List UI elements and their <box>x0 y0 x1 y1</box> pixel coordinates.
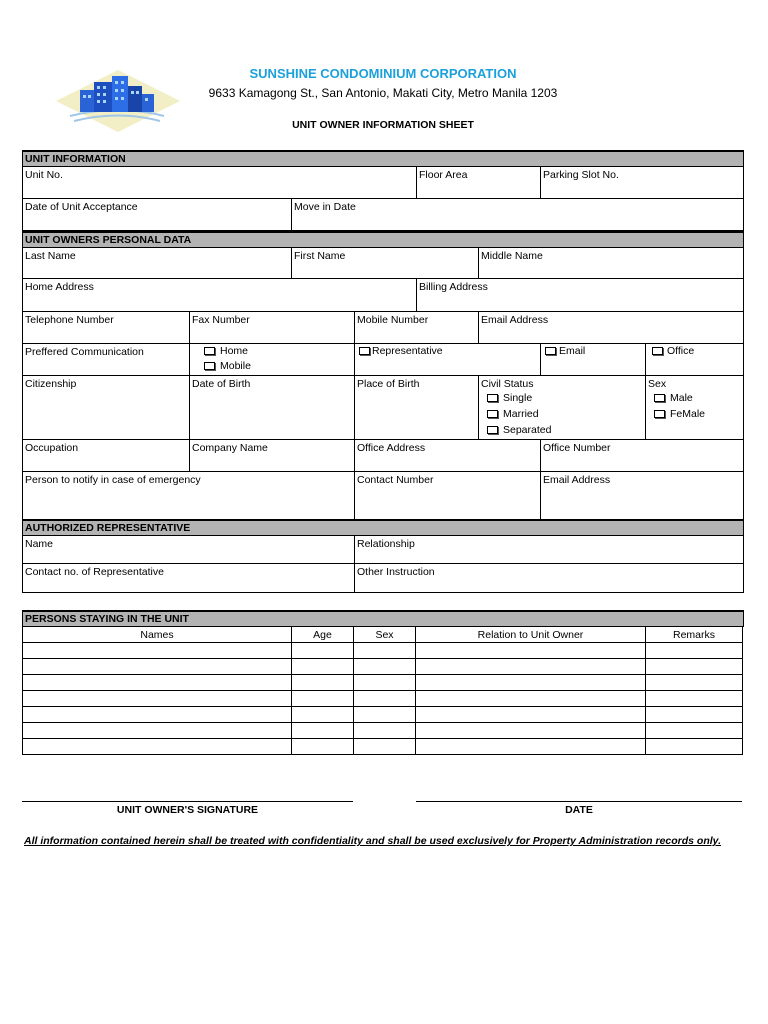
date-of-birth-field[interactable]: Date of Birth <box>189 376 354 439</box>
table-cell[interactable] <box>354 643 416 659</box>
table-row <box>23 691 743 707</box>
fax-field[interactable]: Fax Number <box>189 312 354 343</box>
checkbox-icon[interactable] <box>204 362 215 370</box>
col-relation: Relation to Unit Owner <box>416 627 646 643</box>
sex-cell <box>645 376 743 439</box>
pref-office-label: Office <box>667 345 695 357</box>
sex-label: Sex <box>648 378 667 390</box>
table-cell[interactable] <box>292 691 354 707</box>
pref-home-label: Home <box>220 345 249 357</box>
first-name-field[interactable]: First Name <box>291 248 478 278</box>
table-row <box>23 739 743 755</box>
civil-married-label: Married <box>503 408 539 420</box>
address-row <box>23 279 743 312</box>
table-cell[interactable] <box>416 659 646 675</box>
checkbox-icon[interactable] <box>652 347 663 355</box>
col-remarks: Remarks <box>646 627 743 643</box>
table-cell[interactable] <box>23 707 292 723</box>
table-row <box>23 707 743 723</box>
checkbox-icon[interactable] <box>204 347 215 355</box>
pref-mobile-option[interactable] <box>204 360 251 372</box>
preferred-communication-row <box>23 344 743 376</box>
rep-relationship-field[interactable]: Relationship <box>354 536 743 563</box>
other-instruction-field[interactable]: Other Instruction <box>354 564 743 592</box>
preferred-communication-label: Preffered Communication <box>25 346 144 358</box>
occupation-field[interactable]: Occupation <box>25 442 79 454</box>
table-cell[interactable] <box>23 723 292 739</box>
checkbox-icon[interactable] <box>487 410 498 418</box>
col-names: Names <box>23 627 292 643</box>
rep-name-field[interactable]: Name <box>25 538 54 550</box>
table-cell[interactable] <box>292 707 354 723</box>
table-cell[interactable] <box>646 675 743 691</box>
sex-male-label: Male <box>670 392 693 404</box>
citizenship-field[interactable]: Citizenship <box>25 378 77 390</box>
table-cell[interactable] <box>354 659 416 675</box>
table-cell[interactable] <box>646 723 743 739</box>
place-of-birth-field[interactable]: Place of Birth <box>354 376 478 439</box>
confidentiality-note: All information contained herein shall be treated with confidentiality and shall be used exclusively for Property Administration records only. <box>24 835 722 847</box>
date-line[interactable]: DATE <box>416 801 742 816</box>
phone-row <box>23 312 743 344</box>
table-cell[interactable] <box>354 675 416 691</box>
contact-number-field[interactable]: Contact Number <box>354 472 540 519</box>
authorized-representative-header: AUTHORIZED REPRESENTATIVE <box>23 520 743 536</box>
table-row <box>23 675 743 691</box>
owner-signature-line[interactable]: UNIT OWNER'S SIGNATURE <box>22 801 353 816</box>
pref-email-option[interactable] <box>545 345 585 357</box>
checkbox-icon[interactable] <box>654 394 665 402</box>
unit-owner-form <box>22 150 744 593</box>
sex-male-option[interactable] <box>654 392 693 404</box>
unit-row-1 <box>23 167 743 199</box>
table-cell[interactable] <box>416 643 646 659</box>
table-cell[interactable] <box>646 707 743 723</box>
table-cell[interactable] <box>292 659 354 675</box>
table-cell[interactable] <box>646 643 743 659</box>
telephone-field[interactable]: Telephone Number <box>25 314 114 326</box>
pref-office-cell <box>645 344 743 375</box>
citizenship-row <box>23 376 743 440</box>
table-cell[interactable] <box>416 707 646 723</box>
persons-table <box>22 626 743 755</box>
civil-single-label: Single <box>503 392 533 404</box>
emergency-contact-field[interactable]: Person to notify in case of emergency <box>25 474 201 486</box>
last-name-field[interactable]: Last Name <box>25 250 76 262</box>
table-cell[interactable] <box>416 739 646 755</box>
unit-row-2 <box>23 199 743 231</box>
col-age: Age <box>292 627 354 643</box>
persons-staying-header: PERSONS STAYING IN THE UNIT <box>23 612 743 627</box>
office-number-field[interactable]: Office Number <box>540 440 743 471</box>
checkbox-icon[interactable] <box>487 394 498 402</box>
table-cell[interactable] <box>416 675 646 691</box>
persons-table-header-row <box>23 627 743 643</box>
table-row <box>23 643 743 659</box>
table-cell[interactable] <box>354 739 416 755</box>
checkbox-icon[interactable] <box>654 410 665 418</box>
table-cell[interactable] <box>646 739 743 755</box>
rep-contact-field[interactable]: Contact no. of Representative <box>25 566 164 578</box>
civil-status-label: Civil Status <box>481 378 534 390</box>
pref-home-option[interactable] <box>204 345 248 357</box>
table-cell[interactable] <box>292 643 354 659</box>
table-row <box>23 659 743 675</box>
move-in-date-field[interactable]: Move in Date <box>291 199 743 230</box>
middle-name-field[interactable]: Middle Name <box>478 248 743 278</box>
sex-female-label: FeMale <box>670 408 706 420</box>
email-field[interactable]: Email Address <box>478 312 743 343</box>
home-address-field[interactable]: Home Address <box>25 281 94 293</box>
checkbox-icon[interactable] <box>359 347 370 355</box>
personal-data-header: UNIT OWNERS PERSONAL DATA <box>23 231 743 248</box>
table-cell[interactable] <box>292 723 354 739</box>
parking-slot-field[interactable]: Parking Slot No. <box>540 167 743 198</box>
table-cell[interactable] <box>23 739 292 755</box>
company-name-field[interactable]: Company Name <box>189 440 354 471</box>
table-cell[interactable] <box>354 707 416 723</box>
table-cell[interactable] <box>354 723 416 739</box>
company-name: SUNSHINE CONDOMINIUM CORPORATION <box>249 66 517 81</box>
billing-address-field[interactable]: Billing Address <box>416 279 743 311</box>
pref-email-label: Email <box>559 345 586 357</box>
civil-single-option[interactable] <box>487 392 532 404</box>
floor-area-field[interactable]: Floor Area <box>416 167 540 198</box>
civil-status-cell <box>478 376 645 439</box>
table-cell[interactable] <box>292 739 354 755</box>
name-row <box>23 248 743 279</box>
company-address: 9633 Kamagong St., San Antonio, Makati City, Metro Manila 1203 <box>208 86 558 100</box>
table-row <box>23 723 743 739</box>
checkbox-icon[interactable] <box>545 347 556 355</box>
rep-row-1 <box>23 536 743 564</box>
civil-married-option[interactable] <box>487 408 539 420</box>
table-cell[interactable] <box>23 659 292 675</box>
persons-staying-section <box>22 610 744 627</box>
checkbox-icon[interactable] <box>487 426 498 434</box>
table-cell[interactable] <box>416 691 646 707</box>
acceptance-date-field[interactable]: Date of Unit Acceptance <box>25 201 138 213</box>
table-cell[interactable] <box>416 723 646 739</box>
pref-rep-cell <box>354 344 540 375</box>
pref-home-mobile-cell <box>189 344 354 375</box>
table-cell[interactable] <box>292 675 354 691</box>
table-cell[interactable] <box>23 691 292 707</box>
unit-no-field[interactable]: Unit No. <box>25 169 63 181</box>
civil-separated-label: Separated <box>503 424 552 436</box>
sheet-title: UNIT OWNER INFORMATION SHEET <box>292 119 474 131</box>
pref-representative-label: Representative <box>372 345 443 357</box>
sex-female-option[interactable] <box>654 408 705 420</box>
table-cell[interactable] <box>23 643 292 659</box>
table-cell[interactable] <box>646 691 743 707</box>
pref-mobile-label: Mobile <box>220 360 251 372</box>
emergency-row <box>23 472 743 520</box>
emergency-email-field[interactable]: Email Address <box>540 472 743 519</box>
mobile-field[interactable]: Mobile Number <box>354 312 478 343</box>
occupation-row <box>23 440 743 472</box>
table-cell[interactable] <box>354 691 416 707</box>
table-cell[interactable] <box>23 675 292 691</box>
office-address-field[interactable]: Office Address <box>354 440 540 471</box>
col-sex: Sex <box>354 627 416 643</box>
pref-office-option[interactable] <box>652 345 694 357</box>
civil-separated-option[interactable] <box>487 424 551 436</box>
pref-representative-option[interactable] <box>359 345 443 357</box>
table-cell[interactable] <box>646 659 743 675</box>
rep-row-2 <box>23 564 743 592</box>
pref-email-cell <box>540 344 645 375</box>
unit-information-header: UNIT INFORMATION <box>23 152 743 167</box>
